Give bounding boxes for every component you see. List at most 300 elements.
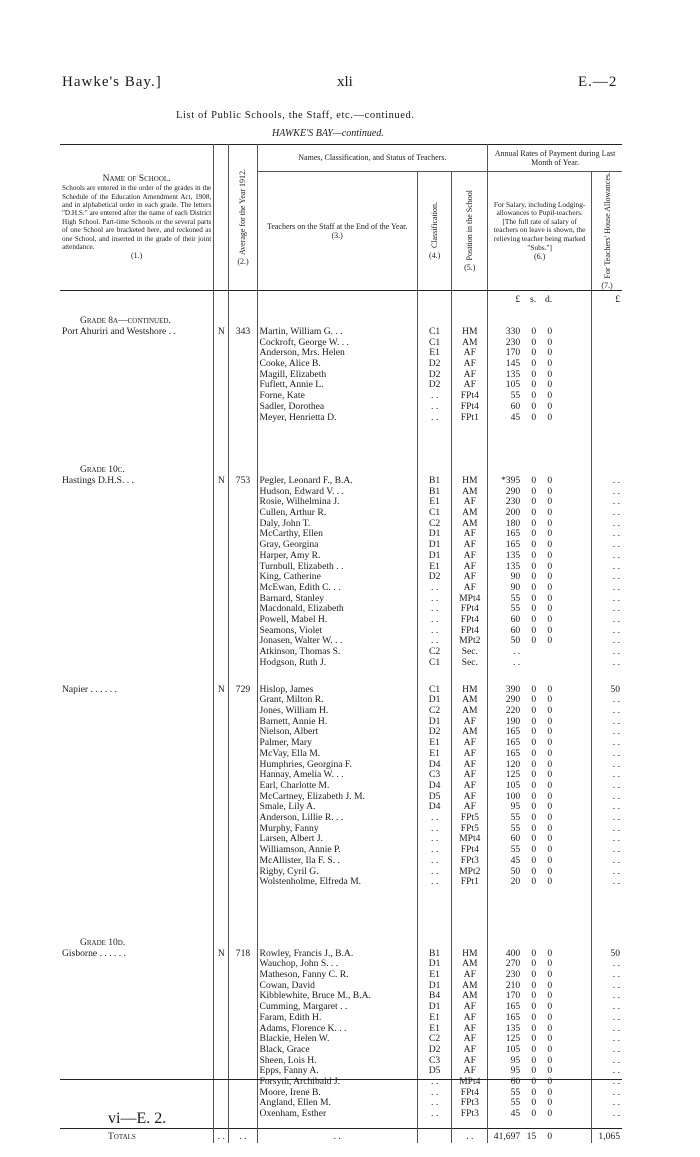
school-note: Schools are entered in the order of the grades in the Schedule of the Education Amendment Act, 1908, and in alphabetical order in each grade. The letters "D.H.S." are entered after the name of each District High School. Part-time Schools or the several parts of one School are bracketed here, and reckoned as one School, and inserted in the grade of their joint attendance. <box>62 184 212 251</box>
teacher-classification: D1 <box>417 717 452 728</box>
salary-cell <box>488 615 592 626</box>
house-allowance: . . <box>612 486 620 497</box>
table-row <box>60 802 622 813</box>
teacher-classification: . . <box>417 413 452 424</box>
salary-pounds: 165 <box>505 748 521 759</box>
table-row <box>60 845 622 856</box>
totals-label: Totals <box>60 1128 214 1142</box>
salary-pence: 0 <box>547 1044 553 1055</box>
table-row <box>60 413 622 424</box>
salary-amount <box>490 1066 552 1077</box>
table-row <box>60 1056 622 1067</box>
salary-amount <box>490 572 552 583</box>
salary-amount <box>490 476 552 487</box>
salary-pounds: 200 <box>505 508 521 519</box>
house-allowance: . . <box>612 748 620 759</box>
school-type-blank <box>214 529 229 540</box>
school-name-blank <box>60 497 214 508</box>
salary-pounds: 95 <box>510 1055 521 1066</box>
school-average-blank <box>229 497 257 508</box>
school-average-blank <box>229 1013 257 1024</box>
col-num-1: (1.) <box>130 251 143 261</box>
school-type-blank <box>214 551 229 562</box>
teacher-name: Hudson, Edward V. . . <box>257 487 417 498</box>
teachers-group-heading: Names, Classification, and Status of Teachers. <box>257 145 488 172</box>
house-allowance: . . <box>612 1055 620 1066</box>
house-allowance: . . <box>612 1087 620 1098</box>
teacher-classification: . . <box>417 615 452 626</box>
table-row <box>60 813 622 824</box>
salary-pounds: 330 <box>505 326 521 337</box>
school-average-blank <box>229 380 257 391</box>
school-average-blank <box>229 540 257 551</box>
teacher-position: MPt4 <box>452 594 488 605</box>
house-allowance <box>592 380 622 391</box>
salary-pounds: 60 <box>510 834 521 845</box>
teacher-name: Barnett, Annie H. <box>257 717 417 728</box>
teacher-classification: . . <box>417 583 452 594</box>
teacher-name: Anderson, Lillie R. . . <box>257 813 417 824</box>
teacher-classification: . . <box>417 834 452 845</box>
teacher-position: AM <box>452 519 488 530</box>
school-name-blank <box>60 604 214 615</box>
salary-amount <box>490 856 552 867</box>
school-type-blank <box>214 1013 229 1024</box>
table-row <box>60 327 622 338</box>
school-type-blank <box>214 981 229 992</box>
teacher-position: AF <box>452 770 488 781</box>
teacher-position: MPt4 <box>452 834 488 845</box>
school-average-blank <box>229 391 257 402</box>
salary-amount <box>490 981 552 992</box>
salary-pounds: 45 <box>510 412 521 423</box>
house-allowance: . . <box>612 705 620 716</box>
salary-cell <box>488 338 592 349</box>
salary-shillings: 0 <box>531 748 537 759</box>
teacher-name: Anderson, Mrs. Helen <box>257 348 417 359</box>
salary-cell <box>488 792 592 803</box>
teacher-classification: . . <box>417 1098 452 1109</box>
salary-pounds: 165 <box>505 1002 521 1013</box>
salary-amount <box>490 749 552 760</box>
salary-amount <box>490 845 552 856</box>
spacer-cell <box>417 316 452 327</box>
school-type-blank <box>214 615 229 626</box>
salary-pence: 0 <box>547 813 553 824</box>
school-average-blank <box>229 802 257 813</box>
teacher-classification: . . <box>417 402 452 413</box>
school-average-blank <box>229 359 257 370</box>
salary-pence: 0 <box>547 369 553 380</box>
teacher-name: Earl, Charlotte M. <box>257 781 417 792</box>
spacer-cell <box>452 316 488 327</box>
school-average-blank <box>229 781 257 792</box>
school-name-blank <box>60 615 214 626</box>
house-allowance: . . <box>612 823 620 834</box>
teacher-name: Matheson, Fanny C. R. <box>257 970 417 981</box>
house-allowance: . . <box>612 802 620 813</box>
house-allowance: . . <box>612 877 620 888</box>
house-allowance <box>592 359 622 370</box>
teacher-name: Seamons, Violet <box>257 626 417 637</box>
school-name-blank <box>60 1024 214 1035</box>
school-name-blank <box>60 802 214 813</box>
school-type-blank <box>214 391 229 402</box>
salary-cell <box>488 327 592 338</box>
teacher-name: Wolstenholme, Elfreda M. <box>257 877 417 888</box>
salary-pence: 0 <box>547 845 553 856</box>
salary-amount <box>490 636 552 647</box>
teacher-position: FPt3 <box>452 856 488 867</box>
house-allowance: 50 <box>610 948 620 959</box>
teacher-classification: D2 <box>417 380 452 391</box>
house-allowance: . . <box>612 959 620 970</box>
salary-cell <box>488 604 592 615</box>
currency-header <box>490 295 552 306</box>
teacher-position: AF <box>452 792 488 803</box>
house-allowance: 50 <box>610 684 620 695</box>
school-average-blank <box>229 348 257 359</box>
teacher-classification: D1 <box>417 981 452 992</box>
salary-pounds: 105 <box>505 1044 521 1055</box>
school-type-blank <box>214 749 229 760</box>
salary-shillings: 0 <box>531 369 537 380</box>
school-name-blank <box>60 540 214 551</box>
school-name-blank <box>60 981 214 992</box>
school-average-blank <box>229 959 257 970</box>
school-type-blank <box>214 959 229 970</box>
salary-shillings: 0 <box>531 759 537 770</box>
house-allowance <box>592 338 622 349</box>
house-allowance <box>592 402 622 413</box>
teacher-position: FPt1 <box>452 877 488 888</box>
school-type-blank <box>214 695 229 706</box>
teacher-position: AM <box>452 508 488 519</box>
school-type-blank <box>214 1088 229 1099</box>
table-row <box>60 1034 622 1045</box>
position-heading: Position in the School <box>465 190 475 261</box>
footer-rule <box>60 1079 622 1080</box>
table-row <box>60 1024 622 1035</box>
table-row <box>60 1045 622 1056</box>
table-row <box>60 770 622 781</box>
table-row <box>60 1002 622 1013</box>
table-row <box>60 359 622 370</box>
school-average-blank <box>229 562 257 573</box>
salary-amount <box>490 604 552 615</box>
teacher-classification: D5 <box>417 792 452 803</box>
school-name-blank <box>60 1034 214 1045</box>
salary-shillings: 0 <box>531 412 537 423</box>
salary-shillings: 0 <box>531 1044 537 1055</box>
salary-cell <box>488 626 592 637</box>
school-average-blank <box>229 760 257 771</box>
salary-pence: 0 <box>547 593 553 604</box>
salary-cell <box>488 685 592 696</box>
salary-cell <box>488 770 592 781</box>
house-allowance: . . <box>612 518 620 529</box>
salary-pounds: 45 <box>510 855 521 866</box>
house-allowance: . . <box>612 727 620 738</box>
teacher-name: Hannay, Amelia W. . . <box>257 770 417 781</box>
school-name-blank <box>60 647 214 658</box>
teacher-position: HM <box>452 685 488 696</box>
salary-cell <box>488 380 592 391</box>
teacher-name: Murphy, Fanny <box>257 824 417 835</box>
salary-pounds: 95 <box>510 802 521 813</box>
salary-amount <box>490 615 552 626</box>
spacer-cell <box>229 938 257 949</box>
school-average-blank <box>229 845 257 856</box>
school-name-blank <box>60 738 214 749</box>
table-row <box>60 583 622 594</box>
school-type-blank <box>214 770 229 781</box>
salary-cell <box>488 1098 592 1109</box>
salary-shillings: 0 <box>531 705 537 716</box>
salary-pence: 0 <box>547 1002 553 1013</box>
salary-amount <box>490 959 552 970</box>
teacher-name: Grant, Milton R. <box>257 695 417 706</box>
salary-shillings: 0 <box>531 529 537 540</box>
spacer-cell <box>257 316 417 327</box>
avg-heading: Average for the Year 1912. <box>238 168 248 255</box>
salary-pounds: *395 <box>500 475 521 486</box>
teacher-name: Rosie, Wilhelmina J. <box>257 497 417 508</box>
salary-amount <box>490 519 552 530</box>
school-average-blank <box>229 981 257 992</box>
teacher-name: Jonasen, Walter W. . . <box>257 636 417 647</box>
school-type: N <box>214 476 229 487</box>
table-row <box>60 476 622 487</box>
salary-amount <box>490 824 552 835</box>
school-name-blank <box>60 695 214 706</box>
house-allowance: . . <box>612 550 620 561</box>
school-type-blank <box>214 1034 229 1045</box>
teacher-name: Black, Grace <box>257 1045 417 1056</box>
salary-pounds: 290 <box>505 486 521 497</box>
table-row <box>60 615 622 626</box>
teacher-name: Turnbull, Elizabeth . . <box>257 562 417 573</box>
salary-amount <box>490 370 552 381</box>
salary-shillings: 0 <box>531 845 537 856</box>
salary-shillings: 0 <box>531 684 537 695</box>
school-type-blank <box>214 1024 229 1035</box>
salary-shillings: 0 <box>531 695 537 706</box>
teacher-classification: B1 <box>417 949 452 960</box>
salary-cell <box>488 647 592 658</box>
school-average-blank <box>229 529 257 540</box>
page-footer: vi—E. 2. <box>108 1110 167 1127</box>
school-type-blank <box>214 824 229 835</box>
salary-pence: 0 <box>547 1034 553 1045</box>
salary-amount <box>490 583 552 594</box>
salary-amount <box>490 1088 552 1099</box>
salary-shillings: 0 <box>531 959 537 970</box>
house-allowance: . . <box>612 1066 620 1077</box>
table-row <box>60 1098 622 1109</box>
school-type-blank <box>214 594 229 605</box>
teacher-classification: E1 <box>417 970 452 981</box>
salary-pounds: 290 <box>505 695 521 706</box>
teacher-classification: D2 <box>417 572 452 583</box>
school-average-blank <box>229 572 257 583</box>
house-allowance: . . <box>612 759 620 770</box>
teacher-classification: . . <box>417 1088 452 1099</box>
salary-shillings: 0 <box>531 401 537 412</box>
school-heading: Name of School. <box>102 173 171 184</box>
teacher-name: Cowan, David <box>257 981 417 992</box>
table-row <box>60 981 622 992</box>
salary-amount <box>490 770 552 781</box>
teacher-position: FPt4 <box>452 604 488 615</box>
teacher-name: King, Catherine <box>257 572 417 583</box>
salary-amount <box>490 727 552 738</box>
school-type-blank <box>214 1002 229 1013</box>
salary-cell <box>488 359 592 370</box>
salary-cell <box>488 487 592 498</box>
salary-pounds: 55 <box>510 604 521 615</box>
salary-pounds: 165 <box>505 1012 521 1023</box>
totals-salary <box>488 1128 592 1142</box>
salary-amount <box>490 813 552 824</box>
salary-cell <box>488 594 592 605</box>
school-name-blank <box>60 1088 214 1099</box>
table-row <box>60 991 622 1002</box>
teacher-classification: E1 <box>417 497 452 508</box>
teacher-classification: D1 <box>417 540 452 551</box>
school-name-blank <box>60 391 214 402</box>
house-allowance: . . <box>612 1098 620 1109</box>
salary-pence: 0 <box>547 337 553 348</box>
school-name: Napier . . . . . . <box>60 685 214 696</box>
salary-pounds: 100 <box>505 791 521 802</box>
school-average-blank <box>229 792 257 803</box>
house-allowance: . . <box>612 738 620 749</box>
salary-shillings: 0 <box>531 855 537 866</box>
teacher-position: FPt4 <box>452 626 488 637</box>
teacher-classification: D4 <box>417 781 452 792</box>
house-allowance: . . <box>612 647 620 658</box>
school-type-blank <box>214 583 229 594</box>
table-row <box>60 380 622 391</box>
school-average-blank <box>229 1109 257 1120</box>
salary-pounds: 165 <box>505 540 521 551</box>
teacher-name: Moore, Irene B. <box>257 1088 417 1099</box>
salary-cell <box>488 583 592 594</box>
teacher-position: AF <box>452 717 488 728</box>
salary-shillings: 0 <box>531 615 537 626</box>
school-average-blank <box>229 695 257 706</box>
house-allowance: . . <box>612 1034 620 1045</box>
salary-pounds: 55 <box>510 1098 521 1109</box>
teacher-position: AM <box>452 487 488 498</box>
house-allowance: . . <box>612 636 620 647</box>
salary-pounds: 60 <box>510 1077 521 1088</box>
grade-heading: Grade 8a—continued. <box>60 316 214 327</box>
salary-cell <box>488 813 592 824</box>
salary-cell <box>488 1024 592 1035</box>
teacher-name: Cullen, Arthur R. <box>257 508 417 519</box>
salary-pence: 0 <box>547 948 553 959</box>
teacher-position: FPt1 <box>452 413 488 424</box>
salary-amount <box>490 760 552 771</box>
teacher-classification: E1 <box>417 749 452 760</box>
salary-shillings: 0 <box>531 475 537 486</box>
school-name-blank <box>60 749 214 760</box>
salary-pence: 0 <box>547 326 553 337</box>
school-type-blank <box>214 727 229 738</box>
school-type-blank <box>214 706 229 717</box>
teacher-position: AF <box>452 529 488 540</box>
house-allowance: . . <box>612 855 620 866</box>
totals-position: . . <box>452 1128 488 1142</box>
teacher-name: Macdonald, Elizabeth <box>257 604 417 615</box>
salary-amount <box>490 647 552 658</box>
salary-cell <box>488 1109 592 1120</box>
salary-amount <box>490 413 552 424</box>
salary-amount <box>490 991 552 1002</box>
salary-amount <box>490 781 552 792</box>
col-num-5: (5.) <box>464 262 476 272</box>
salary-amount <box>490 626 552 637</box>
house-allowance: . . <box>612 497 620 508</box>
school-type-blank <box>214 540 229 551</box>
salary-shillings: 0 <box>531 1098 537 1109</box>
salary-cell <box>488 824 592 835</box>
salary-shillings: 0 <box>531 326 537 337</box>
school-name-blank <box>60 877 214 888</box>
salary-amount <box>490 359 552 370</box>
house-allowance <box>592 348 622 359</box>
school-type-blank <box>214 856 229 867</box>
teacher-position: AF <box>452 1045 488 1056</box>
totals-salary-amount <box>490 1132 552 1143</box>
teacher-name: Hodgson, Ruth J. <box>257 658 417 669</box>
salary-shillings: 0 <box>531 561 537 572</box>
table-row <box>60 760 622 771</box>
school-average-blank <box>229 1066 257 1077</box>
salary-pounds: 95 <box>510 1066 521 1077</box>
school-average-blank <box>229 626 257 637</box>
totals-pounds: 41,697 <box>493 1130 521 1142</box>
teacher-position: AF <box>452 380 488 391</box>
house-allowance <box>592 413 622 424</box>
salary-pence: 0 <box>547 1098 553 1109</box>
school-name-blank <box>60 959 214 970</box>
salary-cell <box>488 802 592 813</box>
spacer-cell <box>452 465 488 476</box>
salary-amount <box>490 685 552 696</box>
teacher-classification: D4 <box>417 802 452 813</box>
teacher-position: AM <box>452 991 488 1002</box>
teacher-classification: D2 <box>417 727 452 738</box>
salary-pounds: 230 <box>505 337 521 348</box>
salary-shillings: 0 <box>531 518 537 529</box>
house-allowance: . . <box>612 1012 620 1023</box>
teacher-classification: . . <box>417 626 452 637</box>
salary-cell <box>488 1013 592 1024</box>
teacher-name: Hislop, James <box>257 685 417 696</box>
col-num-2: (2.) <box>237 257 249 267</box>
school-type-blank <box>214 519 229 530</box>
school-name-blank <box>60 991 214 1002</box>
salary-amount <box>490 1056 552 1067</box>
salary-pounds: 210 <box>505 980 521 991</box>
col-num-4: (4.) <box>428 250 441 260</box>
salary-amount <box>490 551 552 562</box>
table-row <box>60 959 622 970</box>
school-type-blank <box>214 717 229 728</box>
